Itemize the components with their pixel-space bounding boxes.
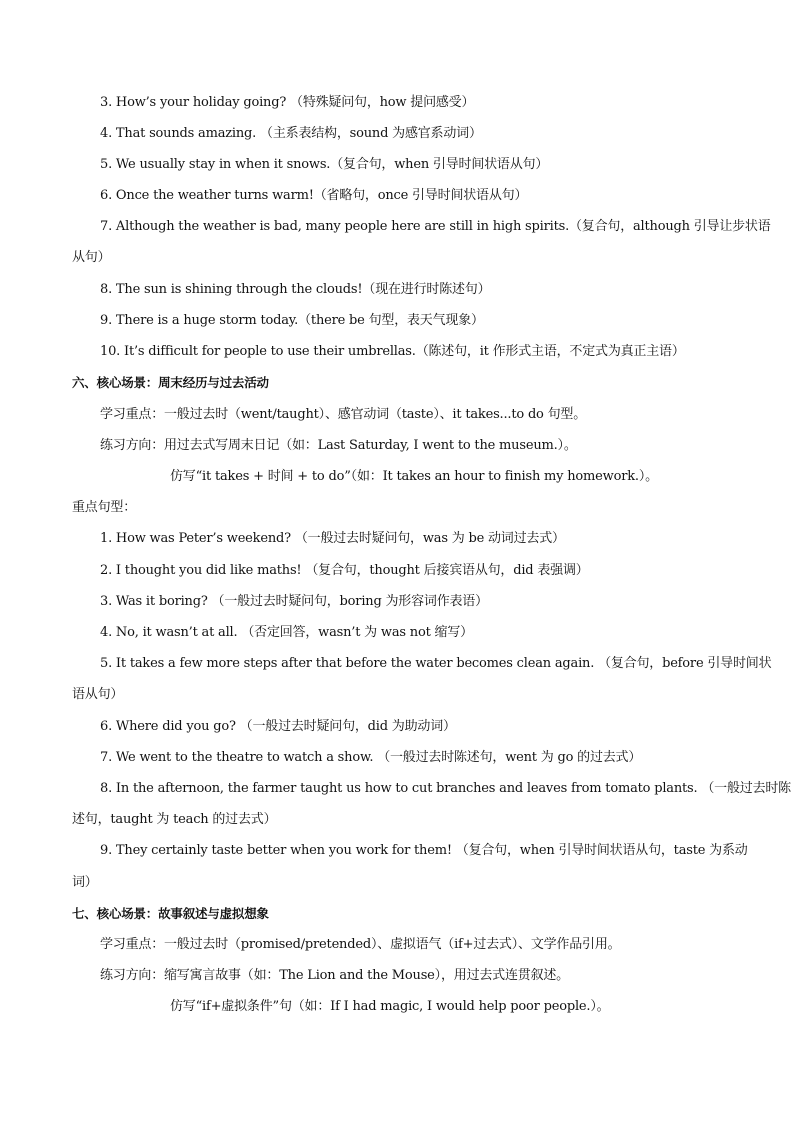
sentence-5-5: 5. We usually stay in when it snows.（复合句，when 引导时间状语从句） bbox=[100, 157, 549, 172]
section-7-practice: 练习方向：缩写寓言故事（如：The Lion and the Mouse），用过去式连贯叙述。 bbox=[100, 968, 569, 983]
sentence-6-7: 7. We went to the theatre to watch a show. （一般过去时陈述句，went 为 go 的过去式） bbox=[100, 750, 642, 765]
sentence-5-3: 3. How’s your holiday going? （特殊疑问句，how 提问感受） bbox=[100, 95, 475, 110]
sentence-5-7-cont: 从句） bbox=[72, 250, 111, 265]
key-sentences-label: 重点句型： bbox=[72, 500, 137, 515]
section-6-practice-2: 仿写“it takes + 时间 + to do”（如：It takes an hour to finish my homework.）。 bbox=[170, 469, 658, 484]
sentence-6-9: 9. They certainly taste better when you work for them! （复合句，when 引导时间状语从句，taste 为系动 bbox=[100, 843, 748, 858]
sentence-6-8: 8. In the afternoon, the farmer taught us how to cut branches and leaves from tomato plants. （一般过去时陈 bbox=[100, 781, 791, 796]
sentence-5-6: 6. Once the weather turns warm!（省略句，once 引导时间状语从句） bbox=[100, 188, 528, 203]
section-7-heading: 七、核心场景：故事叙述与虚拟想象 bbox=[72, 906, 269, 921]
sentence-5-10: 10. It’s difficult for people to use their umbrellas.（陈述句，it 作形式主语，不定式为真正主语） bbox=[100, 344, 685, 359]
sentence-6-8-cont: 述句，taught 为 teach 的过去式） bbox=[72, 812, 277, 827]
sentence-6-1: 1. How was Peter’s weekend? （一般过去时疑问句，was 为 be 动词过去式） bbox=[100, 531, 565, 546]
sentence-5-9: 9. There is a huge storm today.（there be 句型，表天气现象） bbox=[100, 313, 484, 328]
sentence-5-8: 8. The sun is shining through the clouds!（现在进行时陈述句） bbox=[100, 282, 491, 297]
section-7-focus: 学习重点：一般过去时（promised/pretended）、虚拟语气（if+过去式）、文学作品引用。 bbox=[100, 937, 621, 952]
sentence-5-7: 7. Although the weather is bad, many people here are still in high spirits.（复合句，although 引导让步状语 bbox=[100, 219, 771, 234]
sentence-6-6: 6. Where did you go? （一般过去时疑问句，did 为助动词） bbox=[100, 719, 456, 734]
sentence-6-3: 3. Was it boring? （一般过去时疑问句，boring 为形容词作表语） bbox=[100, 594, 488, 609]
sentence-6-5: 5. It takes a few more steps after that before the water becomes clean again. （复合句，before 引导时间状 bbox=[100, 656, 772, 671]
section-7-practice-2: 仿写“if+虚拟条件”句（如：If I had magic, I would help poor people.）。 bbox=[170, 999, 610, 1014]
sentence-6-2: 2. I thought you did like maths! （复合句，thought 后接宾语从句，did 表强调） bbox=[100, 563, 589, 578]
section-6-focus: 学习重点：一般过去时（went/taught）、感官动词（taste）、it takes...to do 句型。 bbox=[100, 407, 587, 422]
sentence-5-4: 4. That sounds amazing. （主系表结构，sound 为感官系动词） bbox=[100, 126, 482, 141]
sentence-6-9-cont: 词） bbox=[72, 875, 98, 890]
sentence-6-4: 4. No, it wasn’t at all. （否定回答，wasn’t 为 was not 缩写） bbox=[100, 625, 473, 640]
sentence-6-5-cont: 语从句） bbox=[72, 687, 124, 702]
section-6-heading: 六、核心场景：周末经历与过去活动 bbox=[72, 375, 269, 390]
section-6-practice: 练习方向：用过去式写周末日记（如：Last Saturday, I went to the museum.）。 bbox=[100, 438, 577, 453]
